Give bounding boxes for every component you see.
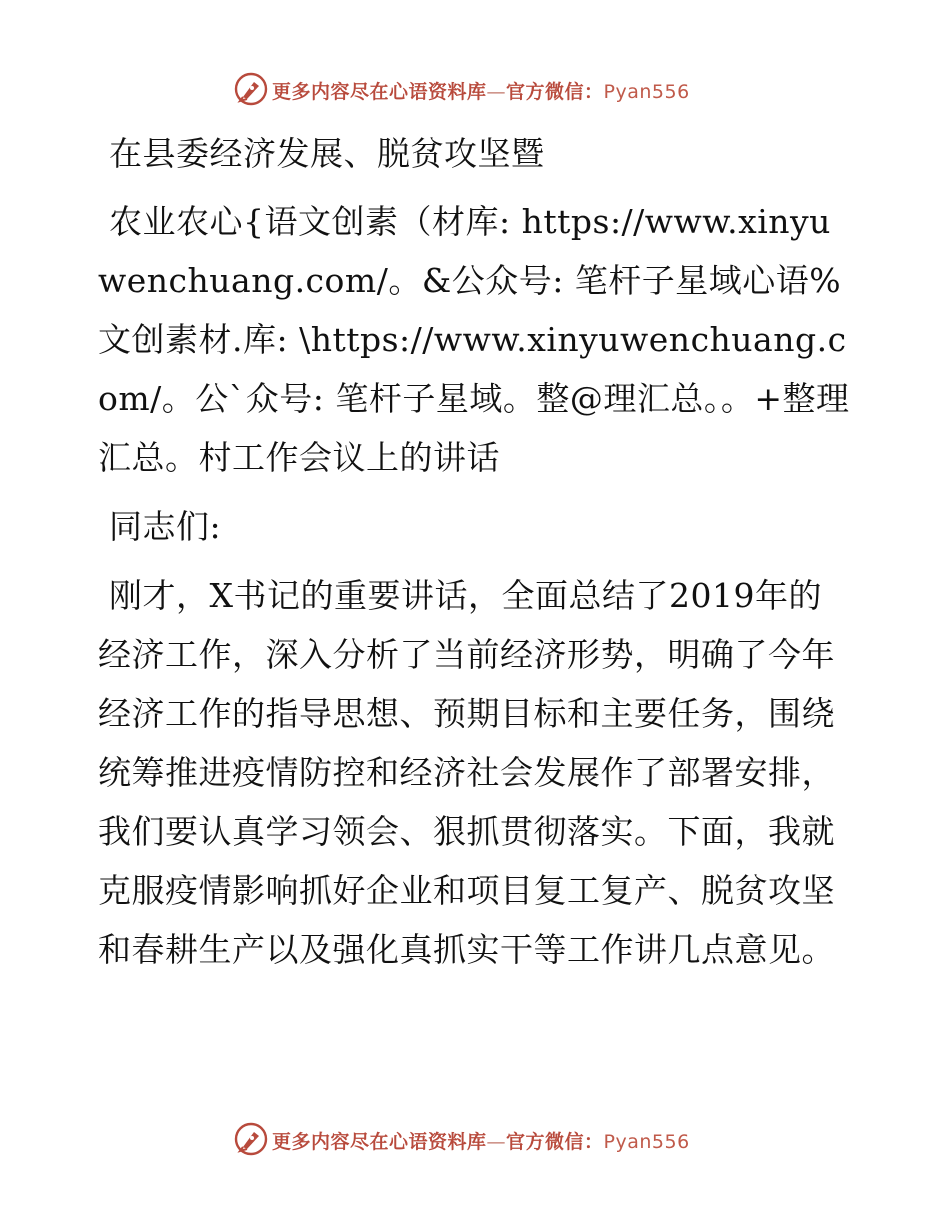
footer-watermark bbox=[0, 1120, 950, 1160]
watermark-wechat-label: 官方微信： bbox=[506, 81, 604, 103]
watermark-wechat-label: 官方微信： bbox=[506, 1131, 604, 1153]
intro-paragraph: 农业农心{语文创素（材库: https://www.xinyuwenchuang.com/。&公众号: 笔杆子星域心语%文创素材.库: \https://www.xinyuwenchuang.com/。公`众号: 笔杆子星域。整@理汇总。。+整理汇总。村工作会议上的讲话 bbox=[98, 202, 850, 477]
document-body bbox=[98, 124, 850, 979]
watermark-dash: — bbox=[486, 1131, 507, 1153]
header-watermark bbox=[0, 70, 950, 110]
greeting-paragraph: 同志们: bbox=[98, 507, 222, 546]
watermark-text bbox=[272, 77, 690, 104]
title-line: 在县委经济发展、脱贫攻坚暨 bbox=[98, 134, 545, 173]
watermark-label: 更多内容尽在心语资料库 bbox=[272, 1131, 487, 1153]
body-paragraph: 刚才，X书记的重要讲话，全面总结了2019年的经济工作，深入分析了当前经济形势，明确了今年经济工作的指导思想、预期目标和主要任务，围绕统筹推进疫情防控和经济社会发展作了部署安排，我们要认真学习领会、狠抓贯彻落实。下面，我就克服疫情影响抓好企业和项目复工复产、脱贫攻坚和春耕生产以及强化真抓实干等工作讲几点意见。 bbox=[98, 576, 835, 969]
watermark-dash: — bbox=[486, 81, 507, 103]
pen-nib-logo-icon bbox=[234, 72, 268, 106]
watermark-text bbox=[272, 1127, 690, 1154]
watermark-label: 更多内容尽在心语资料库 bbox=[272, 81, 487, 103]
watermark-wechat-id: Pyan556 bbox=[603, 81, 690, 103]
watermark-wechat-id: Pyan556 bbox=[603, 1131, 690, 1153]
pen-nib-logo-icon bbox=[234, 1122, 268, 1156]
